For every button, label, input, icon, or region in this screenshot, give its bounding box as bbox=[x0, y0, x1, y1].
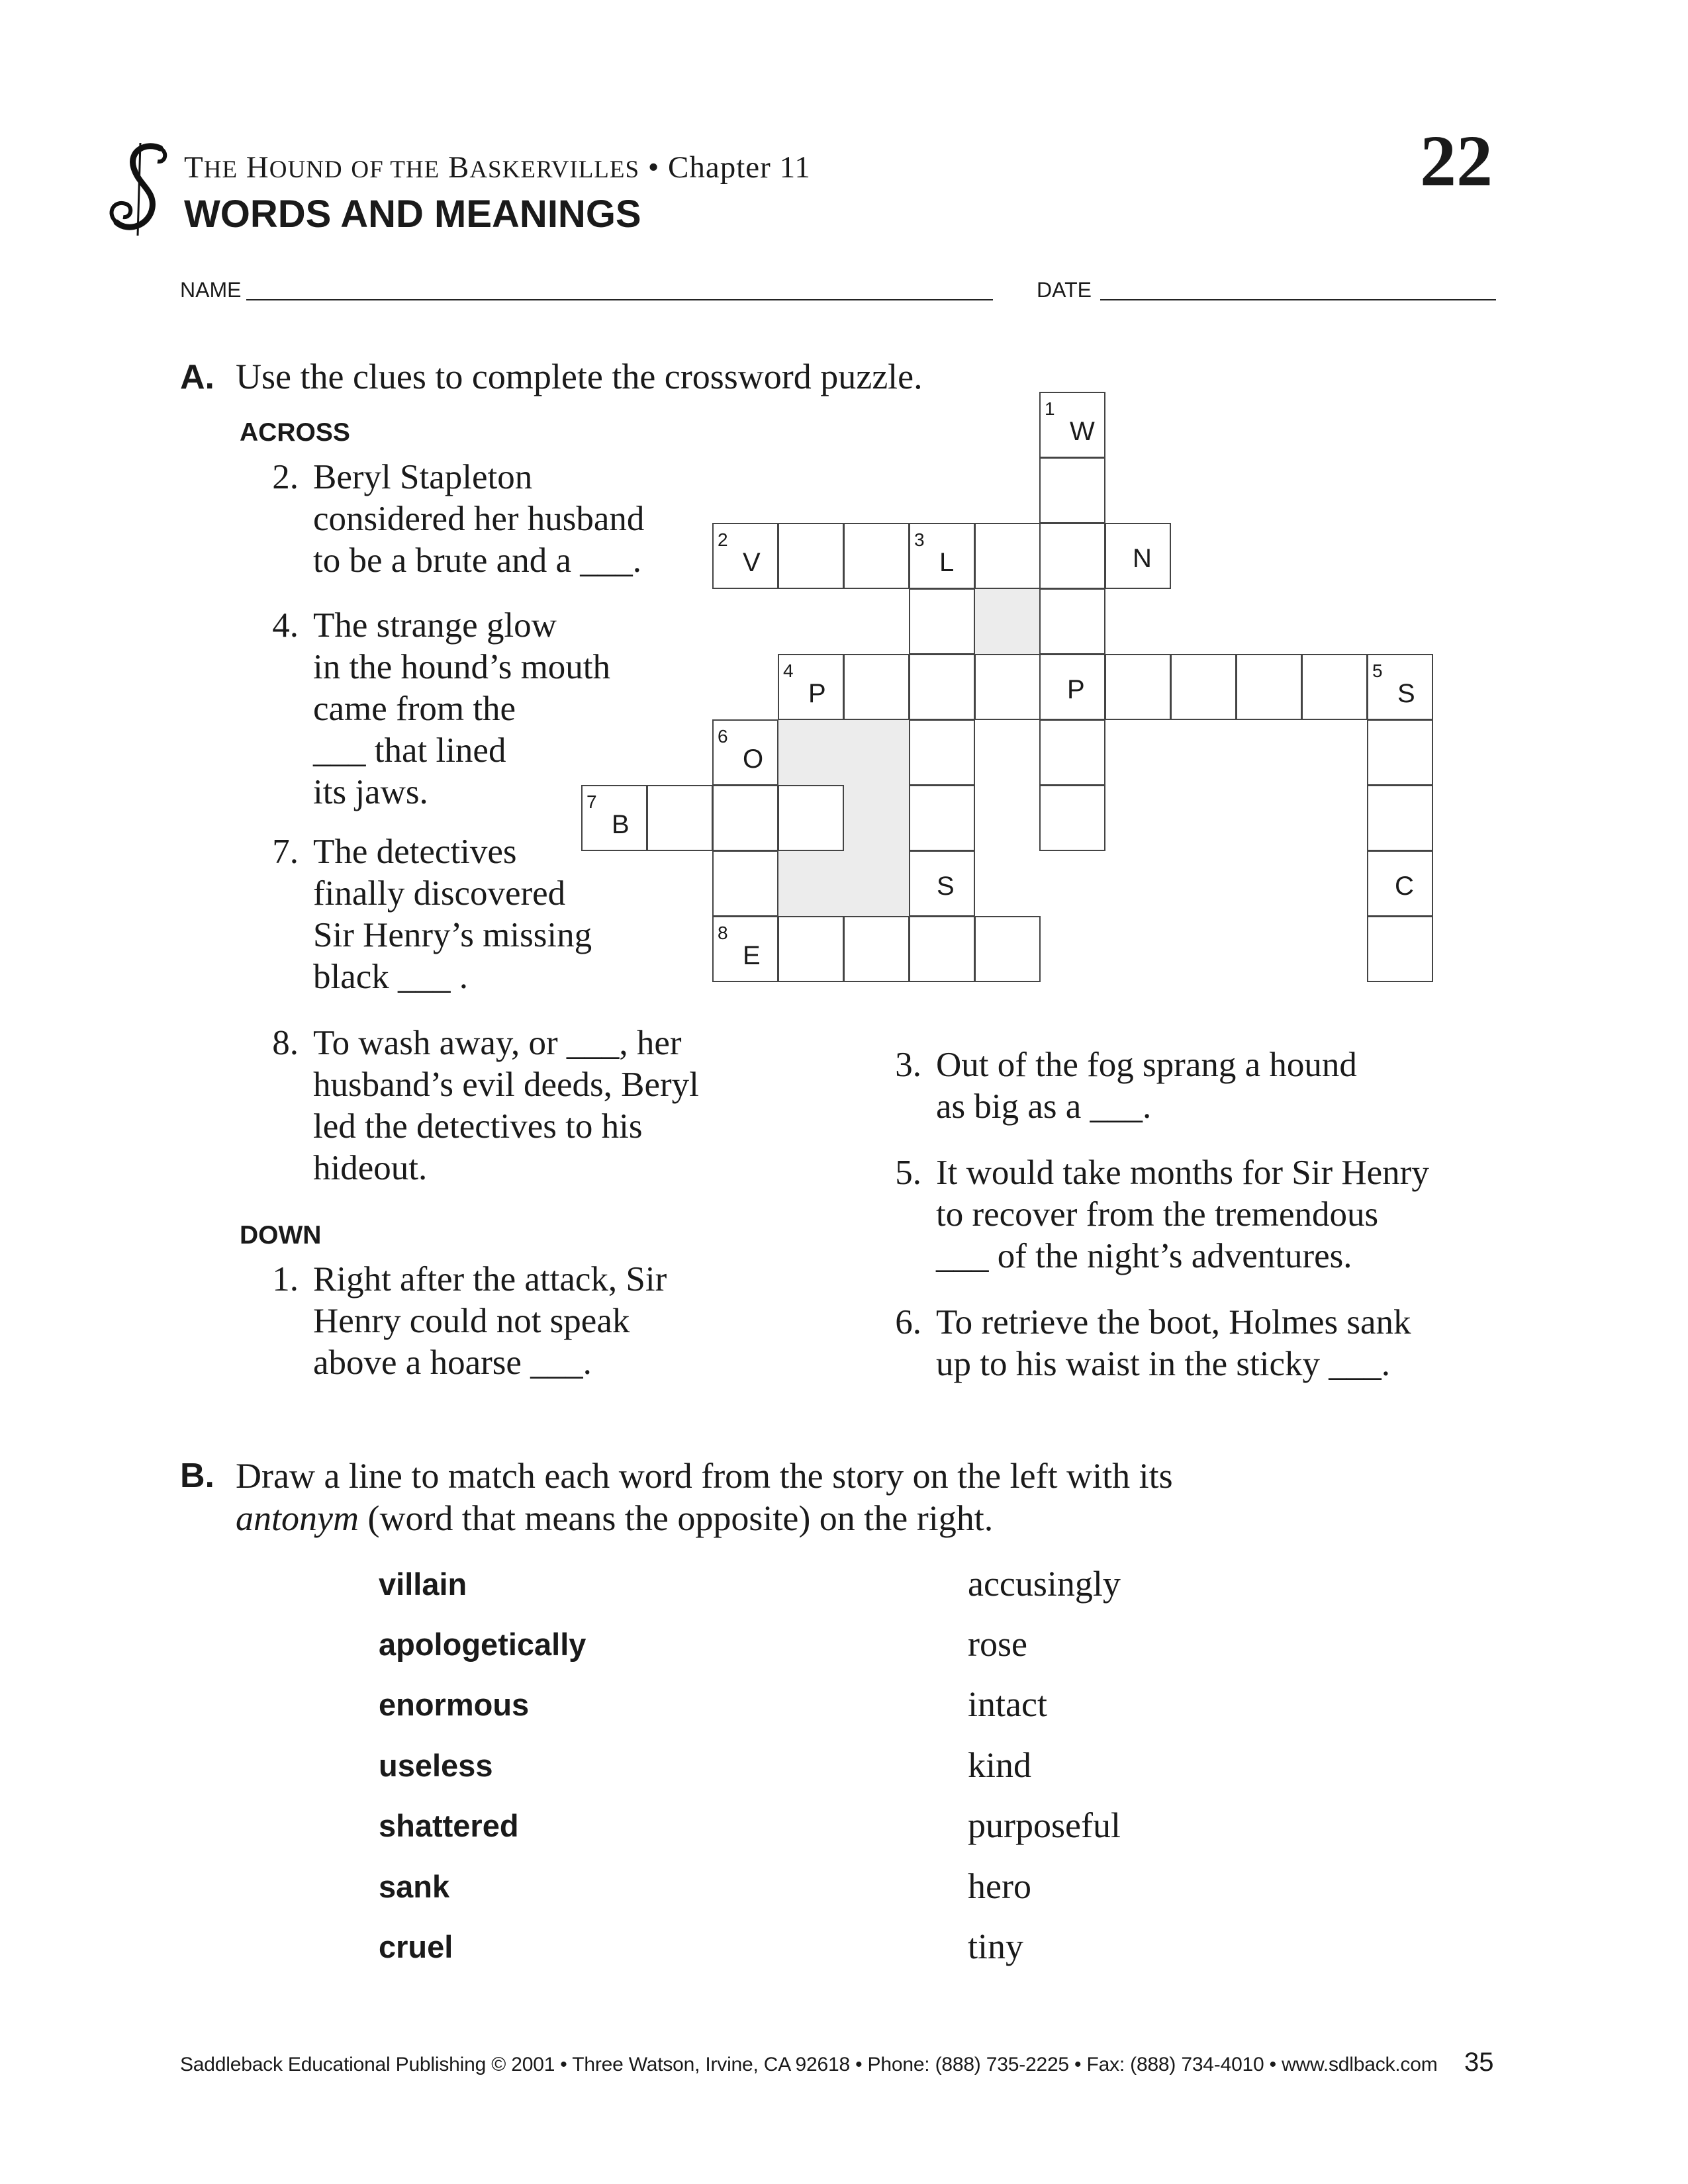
clue-across-4: 4. The strange glow in the hound’s mouth came from the ___ that lined its jaws. bbox=[272, 606, 611, 811]
crossword-cell[interactable]: 3 L bbox=[909, 523, 975, 589]
crossword-cell[interactable] bbox=[1039, 523, 1105, 589]
crossword-cell[interactable] bbox=[1367, 719, 1433, 786]
left-word: cruel bbox=[379, 1929, 453, 1964]
crossword-cell[interactable]: 6 O bbox=[712, 719, 778, 786]
crossword-cell[interactable]: C bbox=[1367, 850, 1433, 917]
crossword-cell[interactable] bbox=[1367, 785, 1433, 851]
section-b-label: B. bbox=[180, 1457, 214, 1495]
crossword-cell[interactable] bbox=[974, 523, 1041, 589]
left-word: villain bbox=[379, 1567, 467, 1602]
crossword-cell[interactable] bbox=[909, 785, 975, 851]
crossword-cell[interactable]: 8 E bbox=[712, 916, 778, 982]
left-word: sank bbox=[379, 1869, 450, 1904]
across-heading: ACROSS bbox=[240, 418, 350, 447]
page-number: 35 bbox=[1464, 2048, 1494, 2077]
crossword-cell[interactable] bbox=[1105, 654, 1171, 720]
section-b-instruction: Draw a line to match each word from the story on the left with its antonym (word that means the opposite) on the right. bbox=[236, 1456, 1173, 1538]
clue-down-6: 6. To retrieve the boot, Holmes sank up to his waist in the sticky ___. bbox=[895, 1303, 1411, 1383]
crossword-cell[interactable] bbox=[1039, 785, 1105, 851]
crossword-cell[interactable]: 5 S bbox=[1367, 654, 1433, 720]
book-chapter-heading: THE HOUND OF THE BASKERVILLES • Chapter 11 bbox=[184, 150, 811, 185]
crossword-cell[interactable] bbox=[778, 916, 844, 982]
right-word: accusingly bbox=[968, 1564, 1121, 1604]
publisher-footer: Saddleback Educational Publishing © 2001 • Three Watson, Irvine, CA 92618 • Phone: (888) 735-2225 • Fax: (888) 734-4010 • www.sdlback.com bbox=[180, 2054, 1438, 2075]
crossword-cell[interactable]: 7 B bbox=[581, 785, 647, 851]
right-word: purposeful bbox=[968, 1805, 1121, 1845]
left-word: shattered bbox=[379, 1808, 519, 1843]
right-word: hero bbox=[968, 1866, 1031, 1906]
right-word: intact bbox=[968, 1684, 1047, 1724]
clue-down-1: 1. Right after the attack, Sir Henry could not speak above a hoarse ___. bbox=[272, 1260, 667, 1382]
crossword-cell[interactable]: N bbox=[1105, 523, 1171, 589]
page-title: WORDS AND MEANINGS bbox=[184, 193, 641, 236]
crossword-cell[interactable] bbox=[1039, 588, 1105, 655]
crossword-cell[interactable]: P bbox=[1039, 654, 1105, 720]
publisher-logo-icon bbox=[99, 139, 179, 238]
date-label: DATE bbox=[1037, 278, 1092, 302]
crossword-cell[interactable] bbox=[1170, 654, 1237, 720]
crossword-cell[interactable] bbox=[909, 719, 975, 786]
crossword-cell[interactable] bbox=[1039, 719, 1105, 786]
crossword-cell[interactable]: 4 P bbox=[778, 654, 844, 720]
left-word: useless bbox=[379, 1748, 493, 1783]
crossword-cell[interactable]: 1 W bbox=[1039, 392, 1105, 458]
crossword-cell[interactable] bbox=[974, 654, 1041, 720]
crossword-cell[interactable]: S bbox=[909, 850, 975, 917]
crossword-cell[interactable] bbox=[843, 916, 910, 982]
left-word: apologetically bbox=[379, 1627, 586, 1662]
crossword-cell[interactable] bbox=[1367, 916, 1433, 982]
worksheet-number: 22 bbox=[1420, 120, 1493, 201]
crossword-cell[interactable] bbox=[712, 785, 778, 851]
crossword-cell[interactable] bbox=[843, 523, 910, 589]
clue-down-5: 5. It would take months for Sir Henry to recover from the tremendous ___ of the night’s adventures. bbox=[895, 1154, 1429, 1275]
clue-across-7: 7. The detectives finally discovered Sir Henry’s missing black ___ . bbox=[272, 833, 592, 996]
crossword-cell[interactable] bbox=[909, 916, 975, 982]
crossword-cell[interactable] bbox=[712, 850, 778, 917]
clue-across-8: 8. To wash away, or ___, her husband’s evil deeds, Beryl led the detectives to his hideout. bbox=[272, 1024, 699, 1187]
crossword-cell[interactable] bbox=[778, 785, 844, 851]
right-word: rose bbox=[968, 1624, 1027, 1664]
crossword-cell[interactable] bbox=[843, 654, 910, 720]
date-field[interactable] bbox=[1100, 299, 1496, 300]
crossword-cell[interactable] bbox=[1236, 654, 1302, 720]
clue-across-2: 2. Beryl Stapleton considered her husband to be a brute and a ___. bbox=[272, 458, 645, 580]
section-a-instruction: Use the clues to complete the crossword puzzle. bbox=[236, 357, 923, 396]
down-heading: DOWN bbox=[240, 1221, 322, 1250]
crossword-cell[interactable] bbox=[647, 785, 713, 851]
crossword-cell[interactable] bbox=[1301, 654, 1368, 720]
right-word: kind bbox=[968, 1745, 1032, 1785]
clue-down-3: 3. Out of the fog sprang a hound as big as a ___. bbox=[895, 1046, 1357, 1126]
section-a-label: A. bbox=[180, 358, 214, 396]
name-label: NAME bbox=[180, 278, 242, 302]
crossword-cell[interactable] bbox=[974, 916, 1041, 982]
name-field[interactable] bbox=[246, 299, 993, 300]
crossword-cell[interactable] bbox=[778, 523, 844, 589]
crossword-cell[interactable] bbox=[909, 654, 975, 720]
crossword-cell[interactable]: 2 V bbox=[712, 523, 778, 589]
crossword-cell[interactable] bbox=[1039, 457, 1105, 523]
crossword-cell[interactable] bbox=[909, 588, 975, 655]
right-word: tiny bbox=[968, 1927, 1024, 1966]
crossword-shaded-cell bbox=[974, 588, 1041, 655]
left-word: enormous bbox=[379, 1687, 530, 1722]
